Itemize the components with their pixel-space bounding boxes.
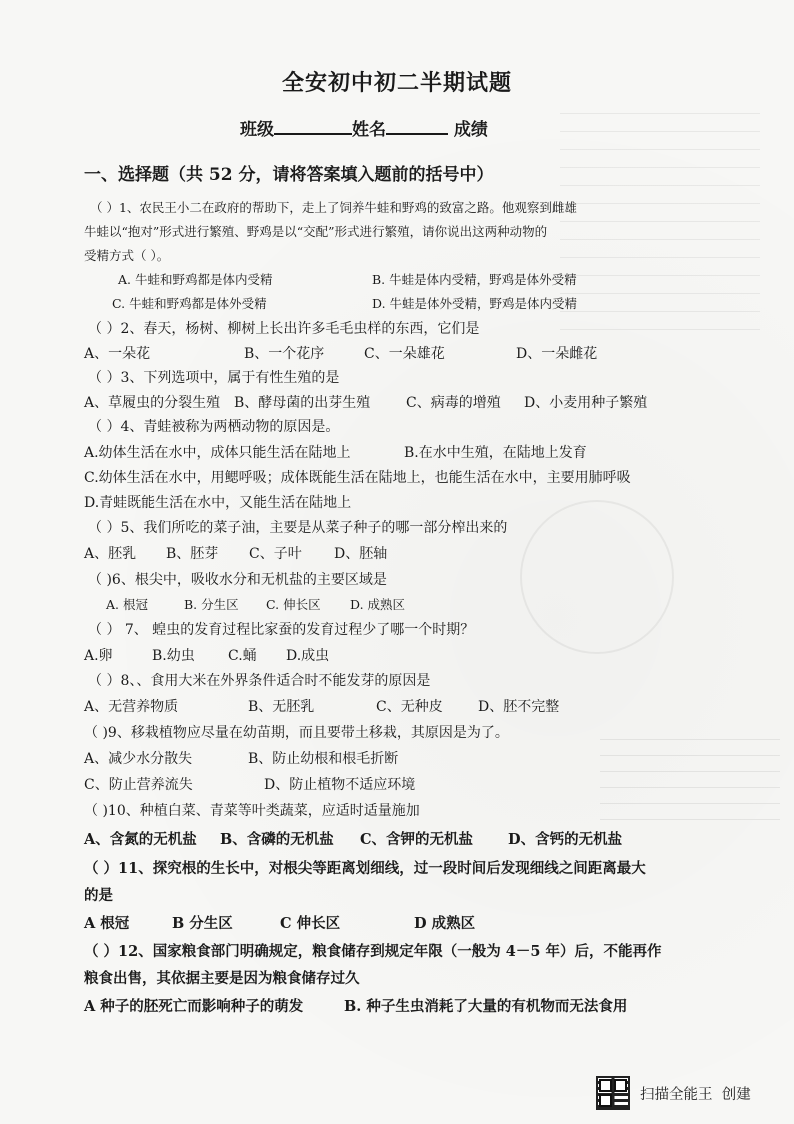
question-2-option-b: B、一个花序 <box>244 346 325 362</box>
question-4-option-c: C.幼体生活在水中，用鳃呼吸；成体既能生活在陆地上，也能生活在水中，主要用肺呼吸 <box>84 470 631 486</box>
question-1-stem: 牛蛙以“抱对”形式进行繁殖、野鸡是以“交配”形式进行繁殖，请你说出这两种动物的 <box>84 224 548 239</box>
question-5-option-c: C、子叶 <box>249 546 302 562</box>
question-1-option-d: D. 牛蛙是体外受精，野鸡是体内受精 <box>372 296 578 311</box>
class-label: 班级 <box>240 120 274 140</box>
question-8-stem: （ ）8、、食用大米在外界条件适合时不能发芽的原因是 <box>88 673 431 689</box>
question-2-option-c: C、一朵雄花 <box>364 346 445 362</box>
section-heading: 一、选择题（共 52 分，请将答案填入题前的括号中） <box>84 165 494 185</box>
question-4-option-b: B.在水中生殖，在陆地上发育 <box>404 445 587 461</box>
question-3-option-b: B、酵母菌的出芽生殖 <box>234 395 371 411</box>
question-9-option-d: D、防止植物不适应环境 <box>264 777 416 793</box>
question-2-option-a: A、一朵花 <box>84 346 151 362</box>
question-8-option-d: D、胚不完整 <box>478 699 560 715</box>
question-6-option-a: A. 根冠 <box>106 597 148 612</box>
question-6-option-d: D. 成熟区 <box>350 597 406 612</box>
question-9-option-c: C、防止营养流失 <box>84 777 193 793</box>
question-1-option-a: A. 牛蛙和野鸡都是体内受精 <box>118 272 273 287</box>
question-1-stem: （ ）1、农民王小二在政府的帮助下，走上了饲养牛蛙和野鸡的致富之路。他观察到雌雄 <box>90 200 577 215</box>
question-7-option-d: D.成虫 <box>286 648 330 664</box>
question-7-stem: （ ） 7、 蝗虫的发育过程比家蚕的发育过程少了哪一个时期？ <box>88 622 475 638</box>
question-12-stem: （ ）12、国家粮食部门明确规定，粮食储存到规定年限（一般为 4－5 年）后，不能再作 <box>84 943 662 960</box>
question-10-option-b: B、含磷的无机盐 <box>220 831 334 848</box>
question-8-option-a: A、无营养物质 <box>84 699 179 715</box>
question-7-option-b: B.幼虫 <box>152 648 195 664</box>
question-12-stem: 粮食出售，其依据主要是因为粮食储存过久 <box>84 970 360 987</box>
question-7-option-c: C.蛹 <box>228 648 257 664</box>
question-12-option-a: A 种子的胚死亡而影响种子的萌发 <box>84 998 304 1015</box>
student-info-line <box>240 115 488 140</box>
bleed-through-shadow <box>560 100 760 330</box>
question-6-option-b: B. 分生区 <box>184 597 239 612</box>
question-4-option-a: A.幼体生活在水中，成体只能生活在陆地上 <box>84 445 351 461</box>
question-11-option-b: B 分生区 <box>172 915 233 932</box>
question-9-option-b: B、防止幼根和根毛折断 <box>248 751 399 767</box>
question-3-option-c: C、病毒的增殖 <box>406 395 501 411</box>
bleed-through-shadow <box>520 500 674 654</box>
question-8-option-b: B、无胚乳 <box>248 699 315 715</box>
scanner-watermark <box>640 1083 751 1104</box>
question-7-option-a: A.卵 <box>84 648 113 664</box>
exam-title: 全安初中初二半期试题 <box>281 70 512 96</box>
question-9-stem: （ )9、移栽植物应尽量在幼苗期，而且要带土移栽，其原因是为了。 <box>84 725 509 741</box>
scanner-app-name: 扫描全能王 <box>640 1087 713 1103</box>
question-10-option-d: D、含钙的无机盐 <box>508 831 623 848</box>
question-3-option-d: D、小麦用种子繁殖 <box>524 395 648 411</box>
question-3-stem: （ ）3、下列选项中，属于有性生殖的是 <box>88 370 340 386</box>
question-5-option-d: D、胚轴 <box>334 546 388 562</box>
name-blank <box>386 117 448 135</box>
question-12-option-b: B. 种子生虫消耗了大量的有机物而无法食用 <box>344 998 628 1015</box>
class-blank <box>274 117 352 135</box>
scanner-action: 创建 <box>721 1087 751 1103</box>
question-10-option-a: A、含氮的无机盐 <box>84 831 197 848</box>
question-1-stem: 受精方式（ ）。 <box>84 248 170 263</box>
question-6-option-c: C. 伸长区 <box>266 597 321 612</box>
question-6-stem: （ )6、根尖中，吸收水分和无机盐的主要区域是 <box>88 572 387 588</box>
question-3-option-a: A、草履虫的分裂生殖 <box>84 395 221 411</box>
question-9-option-a: A、减少水分散失 <box>84 751 193 767</box>
question-5-option-a: A、胚乳 <box>84 546 137 562</box>
question-2-option-d: D、一朵雌花 <box>516 346 598 362</box>
name-label: 姓名 <box>352 120 386 140</box>
question-11-stem: （ ）11、探究根的生长中，对根尖等距离划细线，过一段时间后发现细线之间距离最大 <box>84 860 646 877</box>
qr-code-icon <box>596 1076 630 1110</box>
question-1-option-b: B. 牛蛙是体内受精，野鸡是体外受精 <box>372 272 577 287</box>
question-2-stem: （ ）2、春天，杨树、柳树上长出许多毛毛虫样的东西，它们是 <box>88 321 480 337</box>
question-10-option-c: C、含钾的无机盐 <box>360 831 474 848</box>
question-11-stem: 的是 <box>84 887 113 904</box>
question-11-option-d: D 成熟区 <box>414 915 476 932</box>
question-5-option-b: B、胚芽 <box>166 546 219 562</box>
question-8-option-c: C、无种皮 <box>376 699 443 715</box>
question-5-stem: （ ）5、我们所吃的菜子油，主要是从菜子种子的哪一部分榨出来的 <box>88 520 508 536</box>
question-4-stem: （ ）4、青蛙被称为两栖动物的原因是。 <box>88 419 340 435</box>
question-11-option-a: A 根冠 <box>84 915 130 932</box>
score-label: 成绩 <box>453 120 488 140</box>
question-11-option-c: C 伸长区 <box>280 915 341 932</box>
question-1-option-c: C. 牛蛙和野鸡都是体外受精 <box>112 296 267 311</box>
bleed-through-shadow <box>600 730 780 820</box>
question-10-stem: （ )10、种植白菜、青菜等叶类蔬菜，应适时适量施加 <box>84 803 420 819</box>
question-4-option-d: D.青蛙既能生活在水中，又能生活在陆地上 <box>84 495 352 511</box>
